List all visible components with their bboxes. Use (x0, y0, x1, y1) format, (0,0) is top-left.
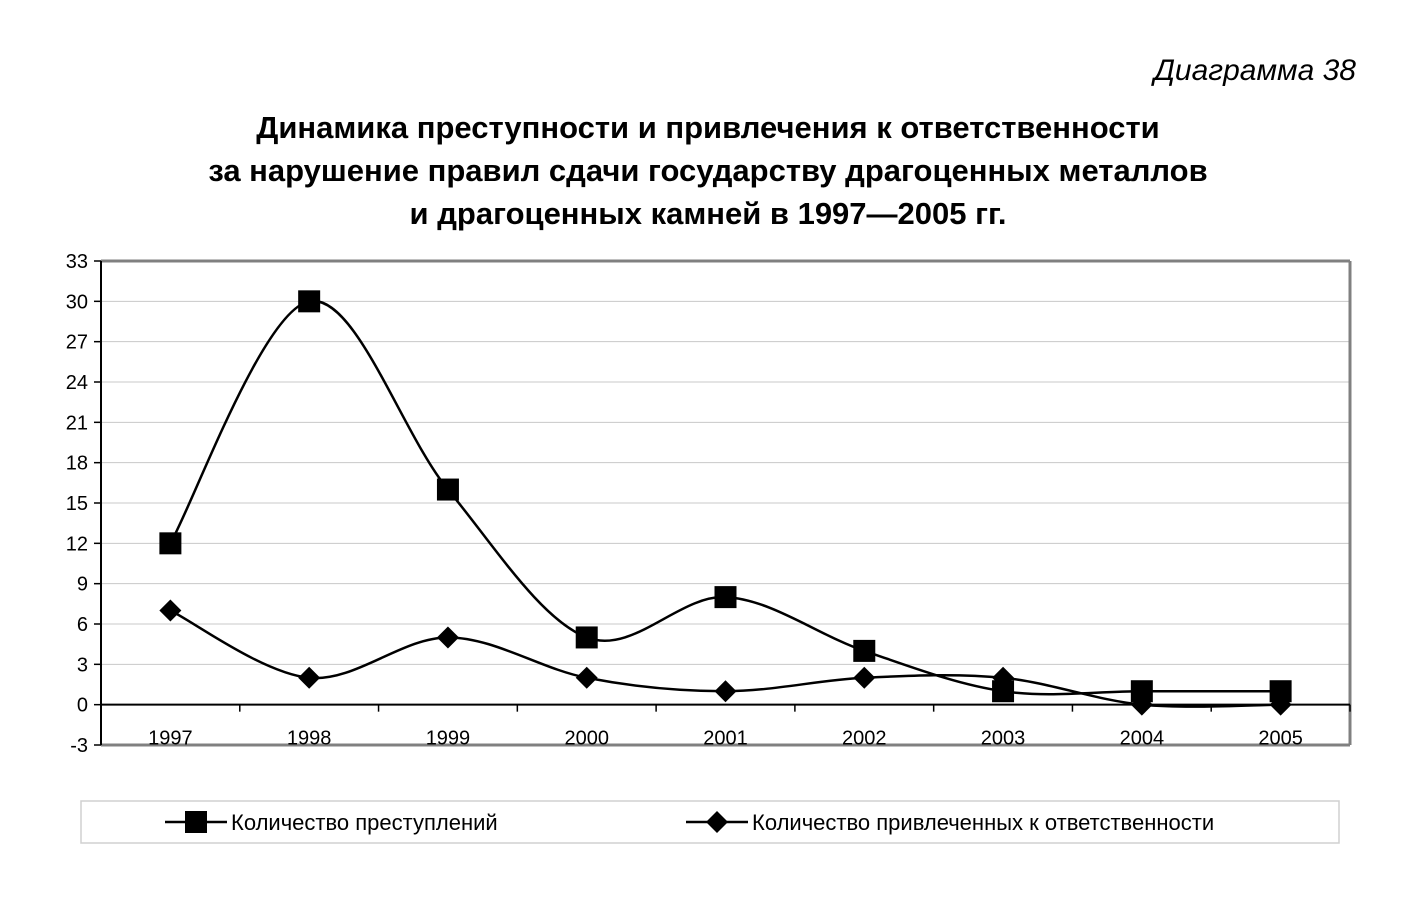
y-tick-label: 30 (65, 291, 88, 314)
chart-title-line-3: и драгоценных камней в 1997—2005 гг. (409, 196, 1007, 231)
y-tick-label: 21 (65, 412, 88, 435)
gridlines (101, 301, 1350, 664)
x-tick-label: 2004 (1119, 727, 1165, 750)
y-tick-label: 3 (76, 654, 88, 677)
data-point-square (715, 586, 737, 608)
data-point-diamond (576, 667, 598, 689)
series-1 (159, 290, 1291, 702)
x-tick-label: 2003 (980, 727, 1026, 750)
y-tick-label: 18 (65, 452, 88, 475)
diagram-number-label: Диаграмма 38 (1153, 54, 1356, 87)
legend-label: Количество привлеченных к ответственности (752, 810, 1215, 835)
legend-label: Количество преступлений (231, 810, 498, 835)
series-2 (159, 600, 1291, 716)
x-tick-label: 2001 (703, 727, 748, 750)
y-tick-label: 6 (76, 614, 88, 636)
chart-title-line-1: Динамика преступности и привлечения к ответственности (256, 110, 1160, 145)
y-tick-label: 9 (76, 573, 88, 596)
y-tick-label: 0 (76, 694, 88, 717)
data-point-diamond (159, 600, 181, 622)
legend-item (686, 810, 1214, 835)
data-point-square (159, 532, 181, 554)
data-point-square (576, 626, 598, 648)
legend (81, 801, 1339, 843)
x-tick-label: 2000 (564, 727, 609, 750)
data-point-diamond (853, 667, 875, 689)
series-line (170, 301, 1280, 694)
data-point-diamond (298, 667, 320, 689)
x-tick-label: 2002 (842, 727, 887, 750)
x-tick-label: 1997 (148, 727, 193, 750)
y-tick-label: 24 (65, 372, 88, 394)
x-tick-label: 2005 (1258, 727, 1303, 750)
y-tick-label: 15 (65, 493, 88, 515)
y-tick-label: 12 (65, 533, 88, 556)
chart-title-line-2: за нарушение правил сдачи государству драгоценных металлов (208, 153, 1208, 188)
x-tick-label: 1999 (425, 727, 471, 750)
data-point-diamond (715, 680, 737, 702)
data-point-square (853, 640, 875, 662)
y-tick-label: 27 (65, 331, 88, 354)
y-tick-label: -3 (70, 735, 88, 757)
x-tick-label: 1998 (286, 727, 332, 750)
data-point-square (298, 290, 320, 312)
y-tick-label: 33 (65, 251, 88, 273)
legend-square-marker (185, 811, 207, 833)
data-point-square (437, 479, 459, 501)
axes (66, 251, 1350, 757)
data-point-diamond (437, 626, 459, 648)
